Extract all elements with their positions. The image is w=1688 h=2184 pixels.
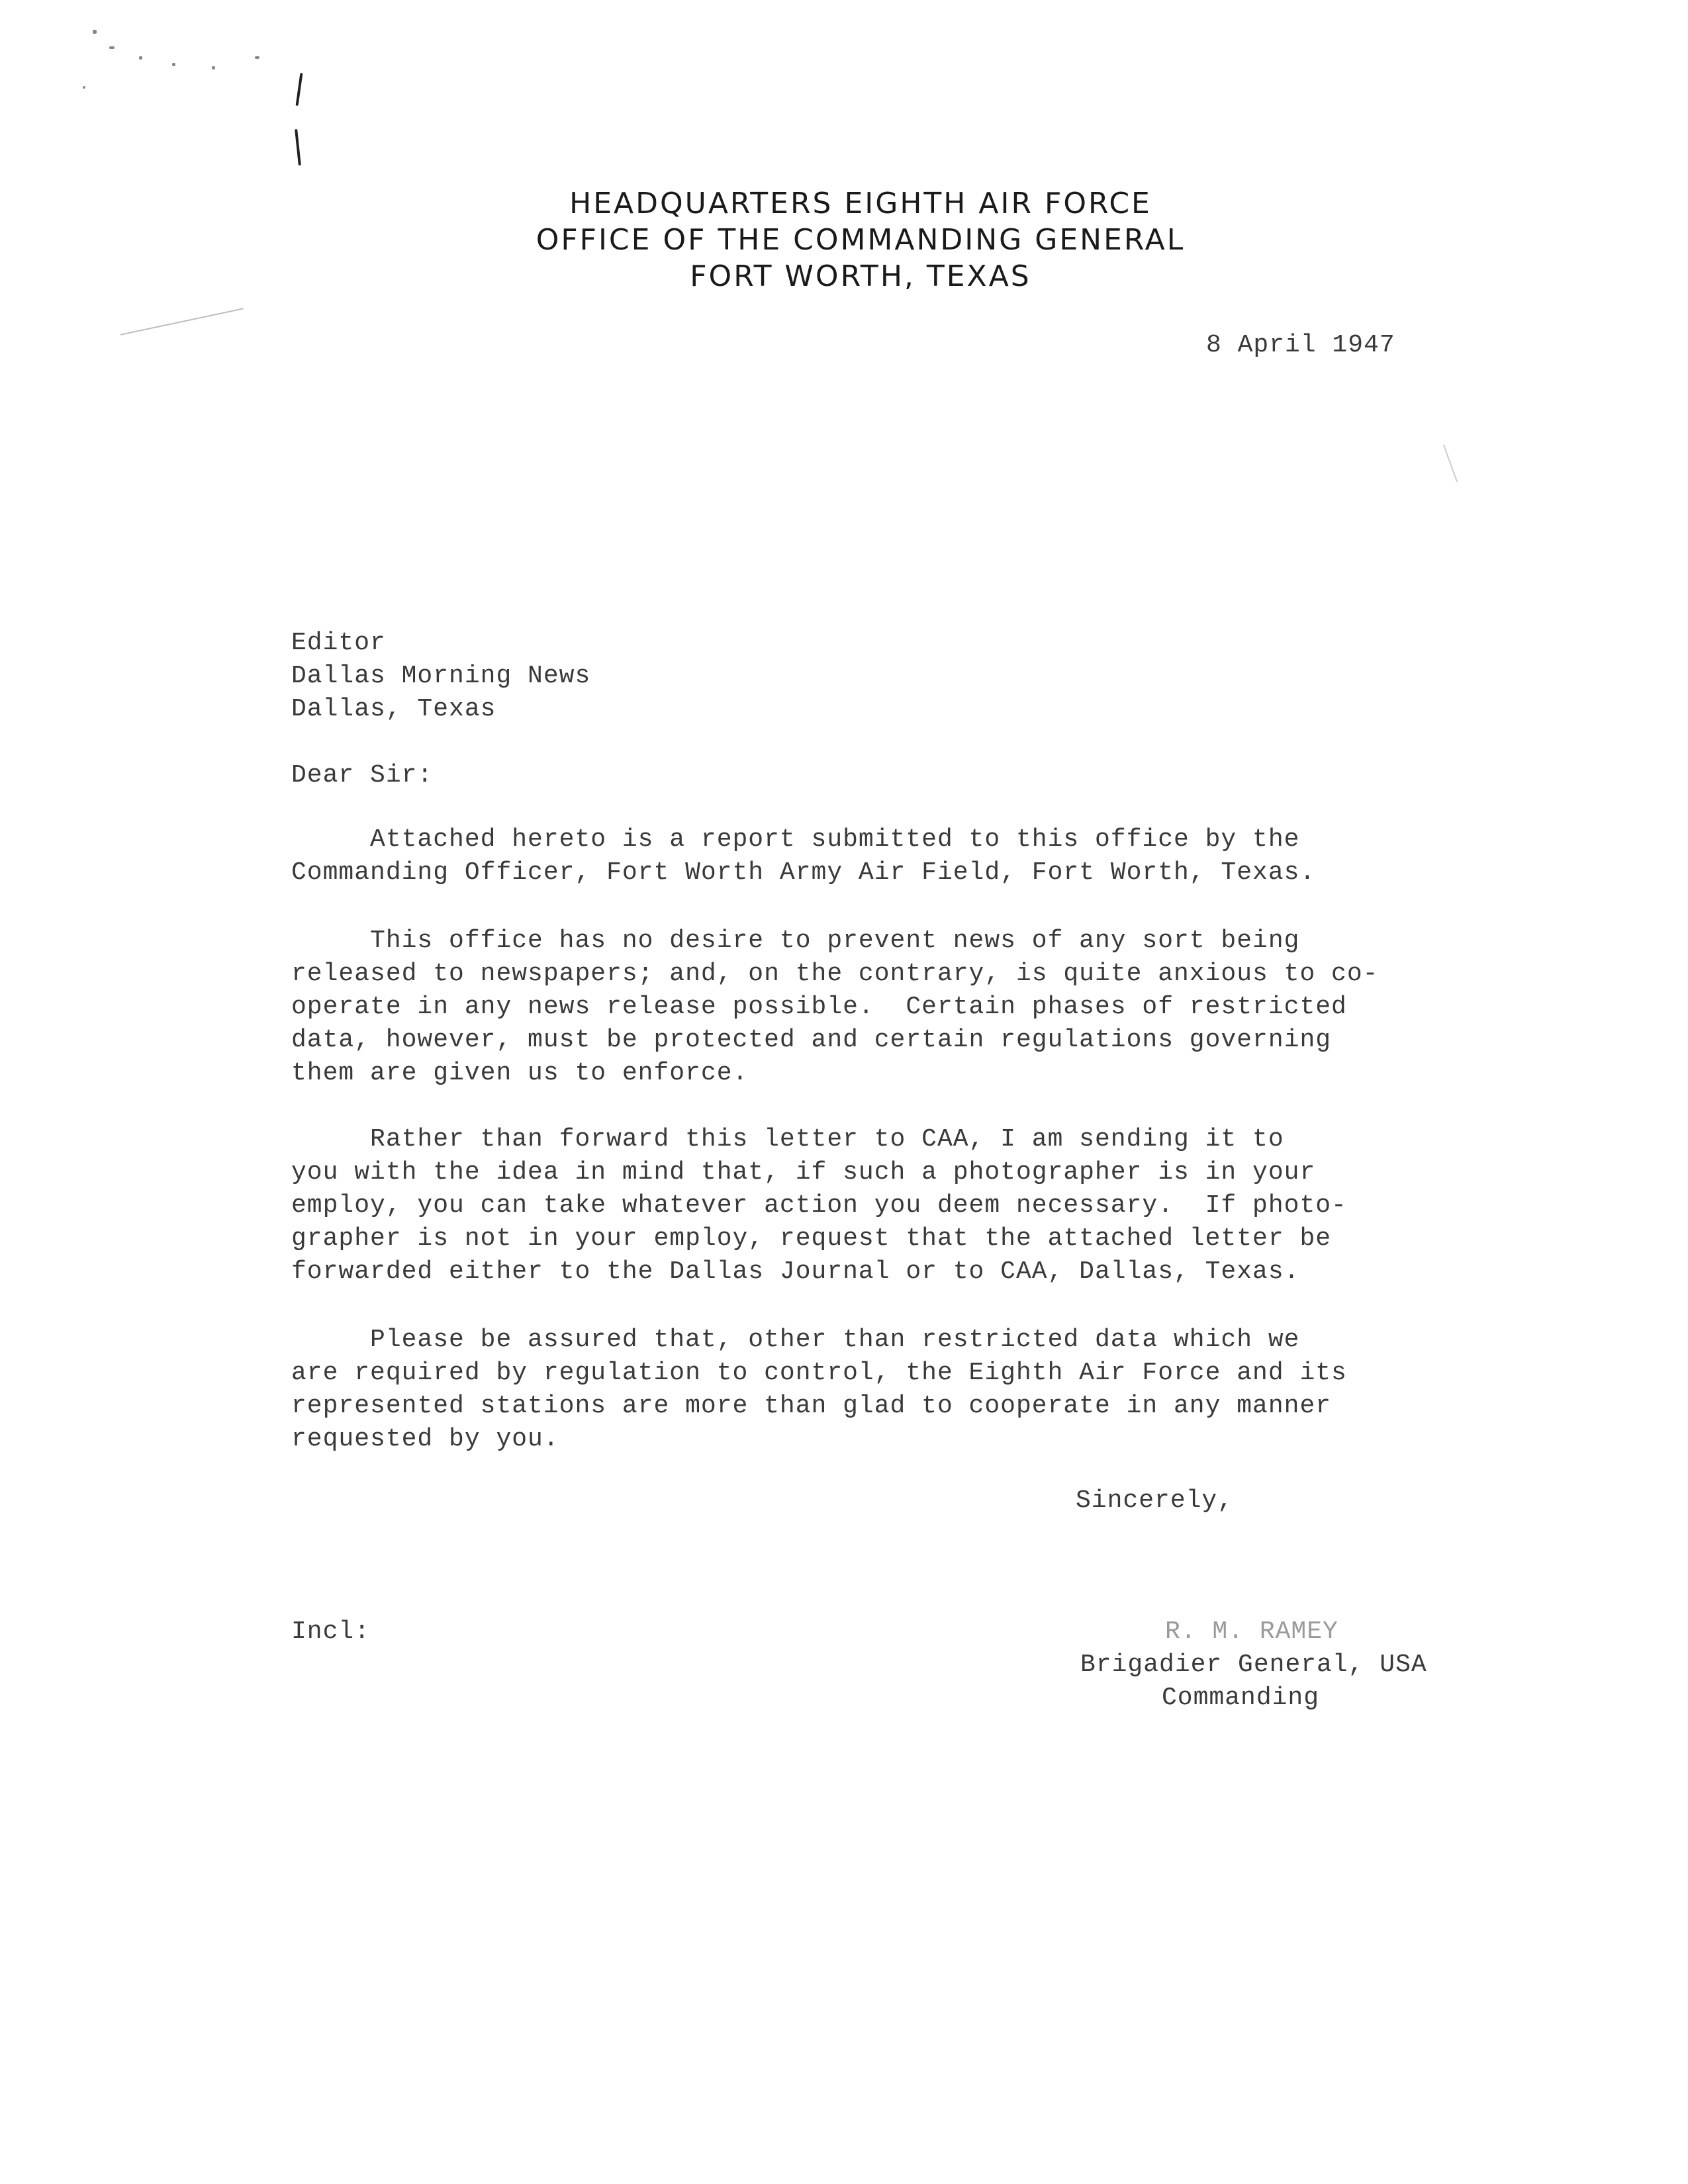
- body-line: operate in any news release possible. Certain phases of restricted: [291, 993, 1347, 1021]
- address-line-3: Dallas, Texas: [291, 695, 496, 723]
- letterhead-line-1: HEADQUARTERS EIGHTH AIR FORCE: [569, 187, 1152, 220]
- stray-mark: [255, 56, 259, 59]
- salutation: Dear Sir:: [291, 761, 434, 790]
- body-line: represented stations are more than glad to cooperate in any manner: [291, 1392, 1332, 1420]
- stray-mark: [139, 56, 142, 60]
- letter-date: 8 April 1947: [1206, 331, 1395, 359]
- stray-mark: [1443, 444, 1458, 482]
- body-line: released to newspapers; and, on the contrary, is quite anxious to co-: [291, 960, 1379, 988]
- stray-mark: [120, 308, 244, 335]
- closing: Sincerely,: [1076, 1486, 1234, 1515]
- signature-role: Commanding: [1162, 1684, 1320, 1712]
- body-line: forwarded either to the Dallas Journal or to CAA, Dallas, Texas.: [291, 1257, 1300, 1286]
- body-line: Rather than forward this letter to CAA, I am sending it to: [291, 1125, 1284, 1154]
- stray-mark: [109, 46, 115, 49]
- body-line: Commanding Officer, Fort Worth Army Air Field, Fort Worth, Texas.: [291, 858, 1316, 887]
- letterhead-line-2: OFFICE OF THE COMMANDING GENERAL: [536, 223, 1186, 257]
- signature-name: R. M. RAMEY: [1165, 1617, 1338, 1646]
- body-line: them are given us to enforce.: [291, 1059, 749, 1087]
- body-line: This office has no desire to prevent news of any sort being: [291, 927, 1300, 955]
- stray-mark: [296, 73, 303, 106]
- body-line: employ, you can take whatever action you deem necessary. If photo-: [291, 1191, 1347, 1220]
- body-line: Please be assured that, other than restricted data which we: [291, 1326, 1300, 1354]
- stray-mark: [83, 86, 85, 89]
- body-line: Attached hereto is a report submitted to this office by the: [291, 825, 1300, 854]
- body-line: grapher is not in your employ, request that the attached letter be: [291, 1224, 1332, 1253]
- stray-mark: [212, 66, 215, 69]
- stray-mark: [93, 30, 97, 34]
- signature-title: Brigadier General, USA: [1080, 1651, 1427, 1679]
- body-line: you with the idea in mind that, if such a photographer is in your: [291, 1158, 1316, 1187]
- letterhead-line-3: FORT WORTH, TEXAS: [690, 259, 1031, 293]
- body-line: requested by you.: [291, 1425, 559, 1453]
- address-line-1: Editor: [291, 629, 386, 657]
- stray-mark: [295, 129, 301, 165]
- stray-mark: [172, 63, 175, 66]
- body-line: are required by regulation to control, the Eighth Air Force and its: [291, 1359, 1347, 1387]
- body-line: data, however, must be protected and certain regulations governing: [291, 1026, 1332, 1054]
- address-line-2: Dallas Morning News: [291, 662, 591, 690]
- enclosure-label: Incl:: [291, 1617, 371, 1646]
